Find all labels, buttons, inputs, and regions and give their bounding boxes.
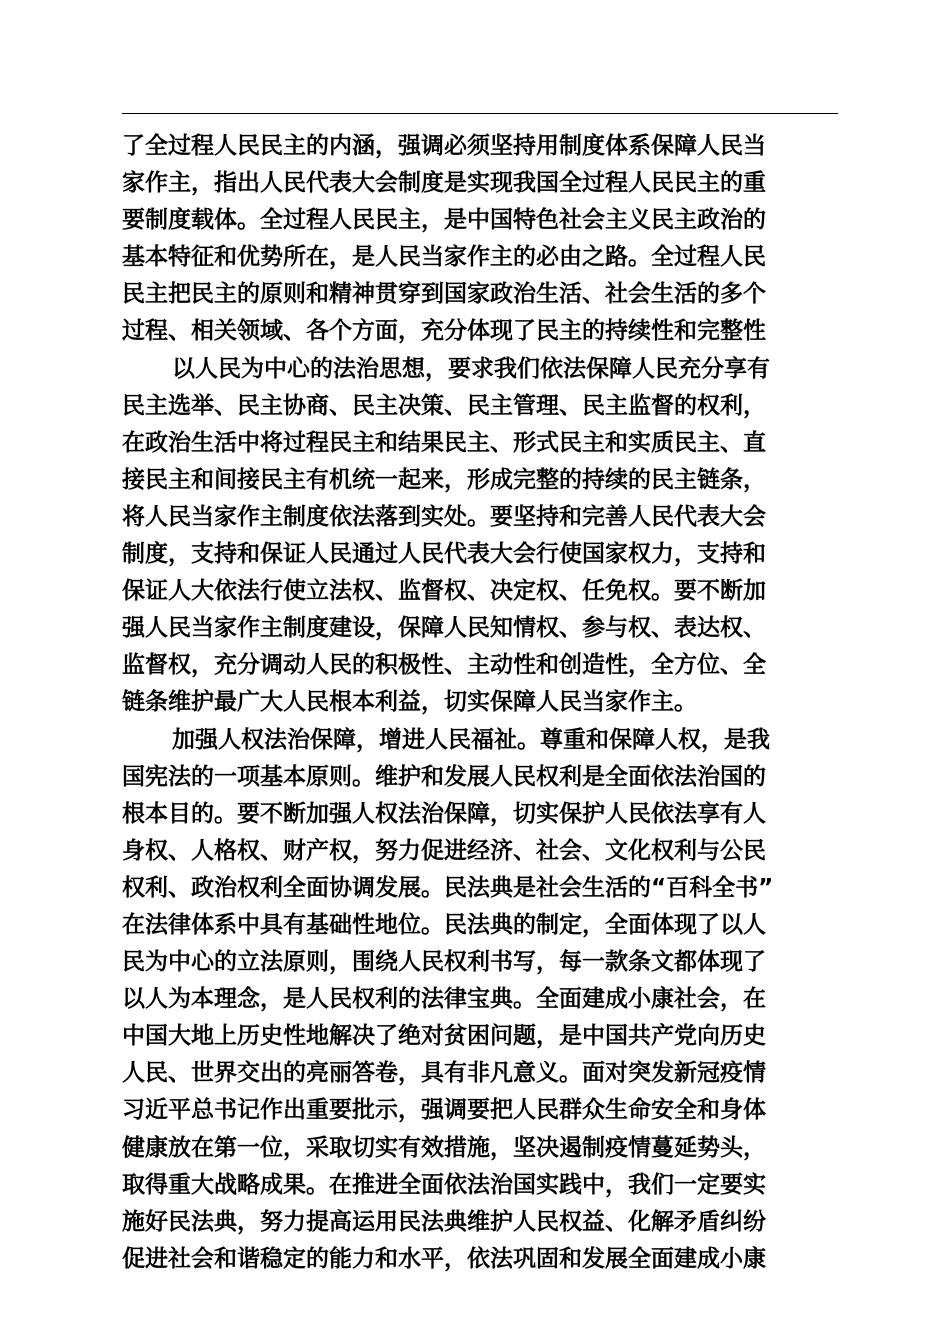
text-line: 施好民法典，努力提高运用民法典维护人民权益、化解矛盾纠纷 — [122, 1208, 766, 1235]
text-line: 将人民当家作主制度依法落到实处。要坚持和完善人民代表大会 — [122, 503, 766, 530]
text-line: 监督权，充分调动人民的积极性、主动性和创造性，全方位、全 — [122, 652, 766, 679]
text-line: 保证人大依法行使立法权、监督权、决定权、任免权。要不断加 — [122, 578, 766, 605]
text-line: 人民、世界交出的亮丽答卷，具有非凡意义。面对突发新冠疫情 — [122, 1060, 766, 1087]
paragraph-first-line: 以人民为中心的法治思想，要求我们依法保障人民充分享有 — [172, 355, 770, 382]
text-line: 基本特征和优势所在，是人民当家作主的必由之路。全过程人民 — [122, 244, 766, 271]
text-line: 了全过程人民民主的内涵，强调必须坚持用制度体系保障人民当 — [122, 133, 766, 159]
header-rule — [122, 113, 838, 114]
text-line: 民为中心的立法原则，围绕人民权利书写，每一款条文都体现了 — [122, 949, 766, 976]
text-line: 在政治生活中将过程民主和结果民主、形式民主和实质民主、直 — [122, 429, 766, 456]
text-line: 在法律体系中具有基础性地位。民法典的制定，全面体现了以人 — [122, 911, 766, 938]
text-line: 国宪法的一项基本原则。维护和发展人民权利是全面依法治国的 — [122, 763, 766, 790]
text-line: 习近平总书记作出重要批示，强调要把人民群众生命安全和身体 — [122, 1097, 766, 1124]
text-line: 身权、人格权、财产权，努力促进经济、社会、文化权利与公民 — [122, 837, 766, 864]
text-line: 民主把民主的原则和精神贯穿到国家政治生活、社会生活的多个 — [122, 281, 766, 308]
text-line: 民主选举、民主协商、民主决策、民主管理、民主监督的权利， — [122, 392, 766, 419]
text-line: 中国大地上历史性地解决了绝对贫困问题，是中国共产党向历史 — [122, 1023, 766, 1050]
text-line: 过程、相关领域、各个方面，充分体现了民主的持续性和完整性 — [122, 318, 766, 345]
body-text — [122, 128, 842, 1278]
text-line: 要制度载体。全过程人民民主，是中国特色社会主义民主政治的 — [122, 207, 766, 234]
text-line: 接民主和间接民主有机统一起来，形成完整的持续的民主链条， — [122, 466, 766, 493]
text-line: 家作主，指出人民代表大会制度是实现我国全过程人民民主的重 — [122, 170, 766, 197]
text-line: 权利、政治权利全面协调发展。民法典是社会生活的“百科全书” — [122, 874, 774, 901]
text-line: 以人为本理念，是人民权利的法律宝典。全面建成小康社会，在 — [122, 986, 766, 1013]
text-line: 促进社会和谐稳定的能力和水平，依法巩固和发展全面建成小康 — [122, 1245, 766, 1272]
text-line: 根本目的。要不断加强人权法治保障，切实保护人民依法享有人 — [122, 800, 766, 827]
text-line: 制度，支持和保证人民通过人民代表大会行使国家权力，支持和 — [122, 541, 766, 568]
text-line: 链条维护最广大人民根本利益，切实保障人民当家作主。 — [122, 689, 697, 716]
text-line: 强人民当家作主制度建设，保障人民知情权、参与权、表达权、 — [122, 615, 766, 642]
paragraph-first-line: 加强人权法治保障，增进人民福祉。尊重和保障人权，是我 — [172, 726, 770, 753]
text-line: 取得重大战略成果。在推进全面依法治国实践中，我们一定要实 — [122, 1171, 766, 1198]
text-line: 健康放在第一位，采取切实有效措施，坚决遏制疫情蔓延势头， — [122, 1134, 766, 1161]
